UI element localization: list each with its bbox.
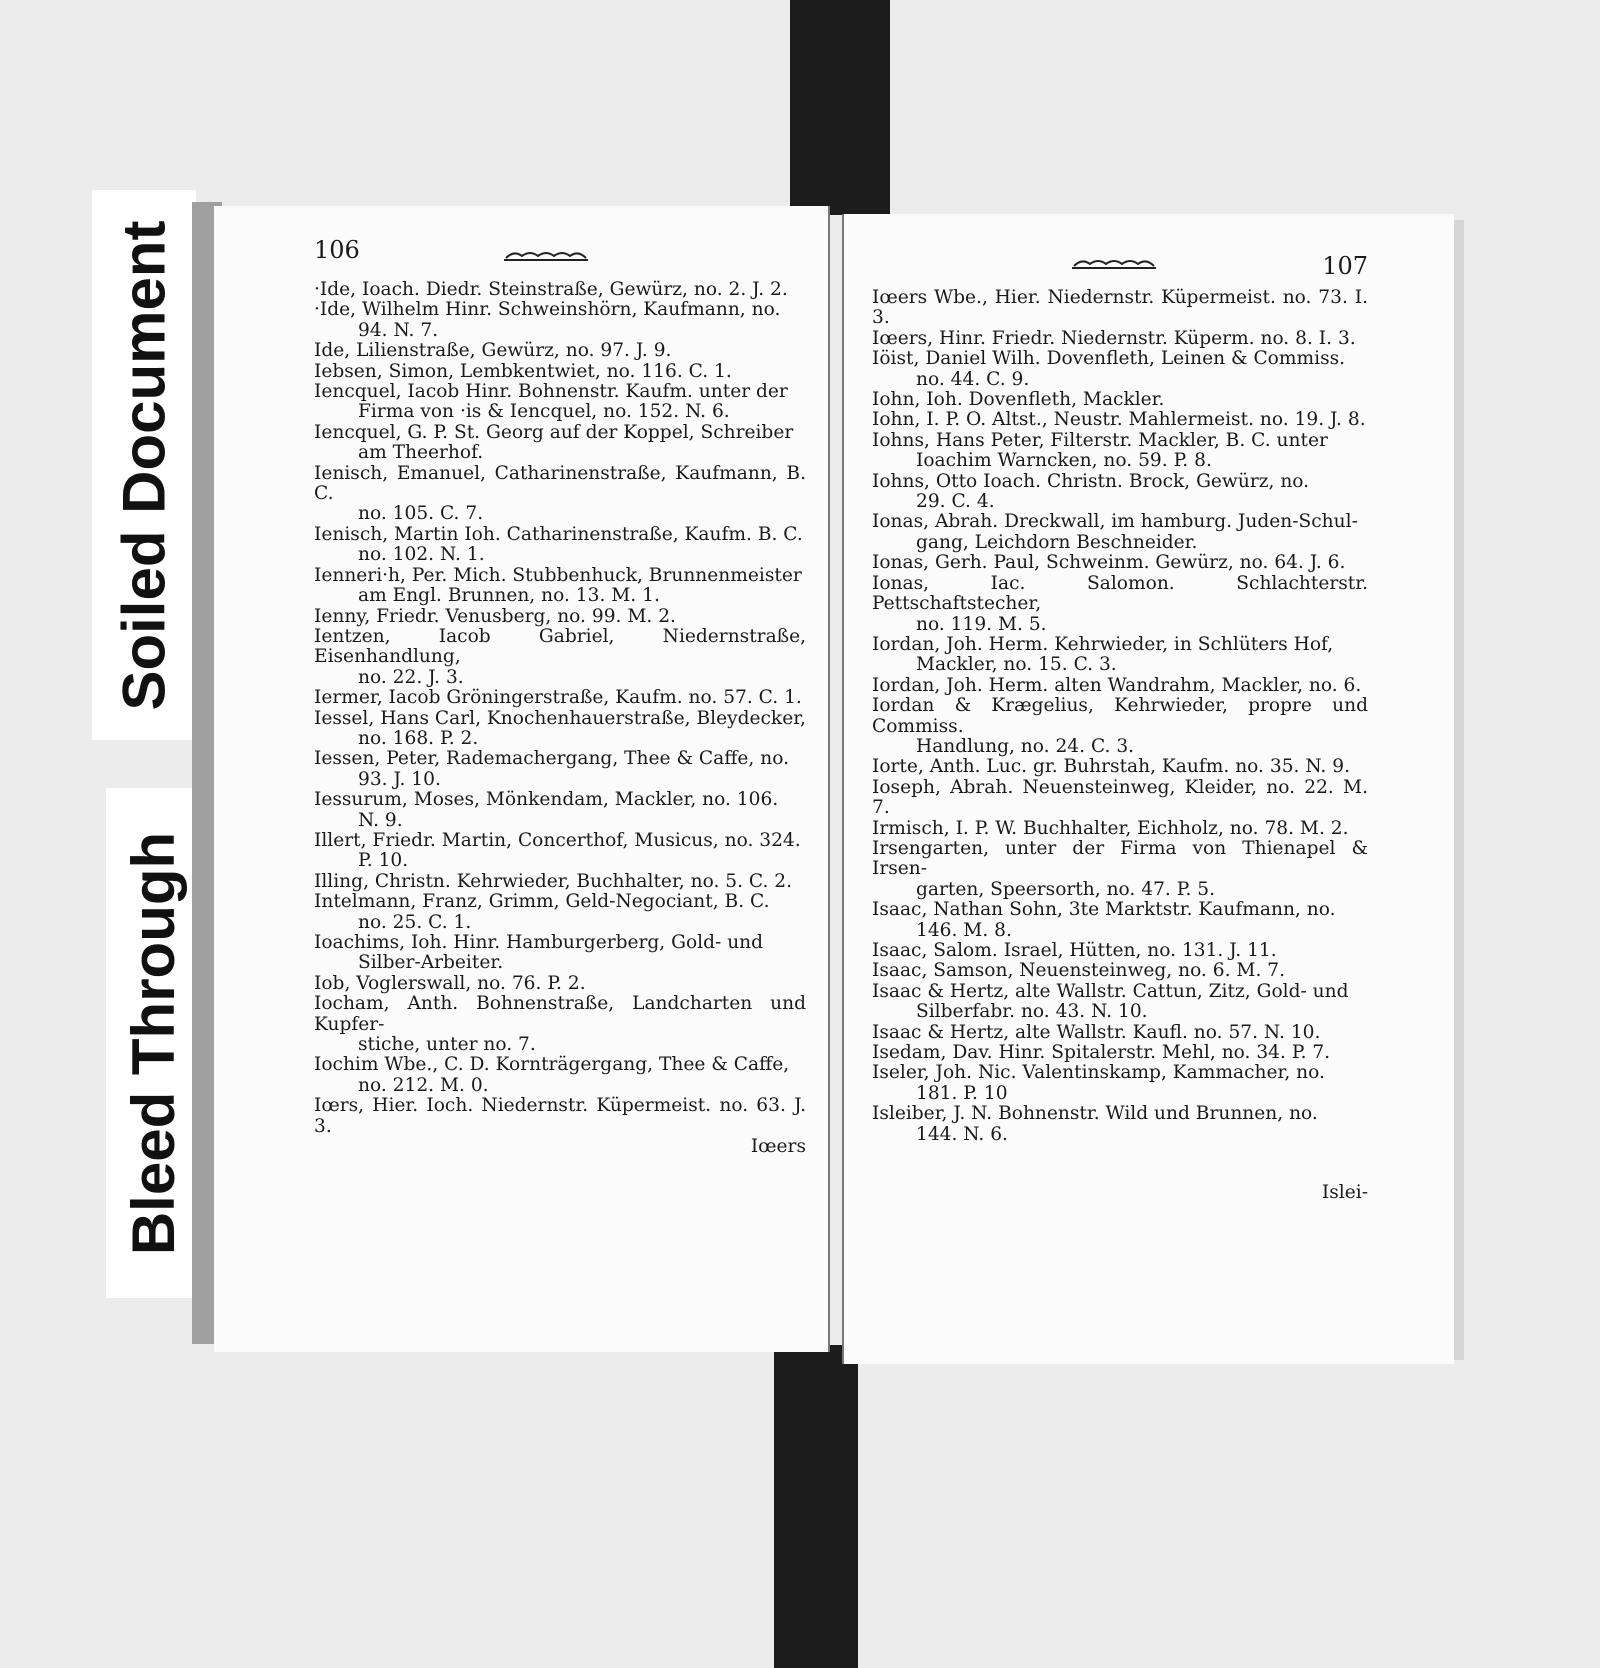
entry-continuation: gang, Leichdorn Beschneider.	[916, 531, 1198, 553]
directory-entry	[314, 566, 806, 607]
directory-entry	[872, 1063, 1368, 1104]
entry-line: Iœers Wbe., Hier. Niedernstr. Küpermeist. no. 73. I. 3.	[872, 287, 1368, 329]
directory-entry	[872, 288, 1368, 329]
directory-entry	[314, 974, 806, 994]
directory-entry	[872, 410, 1368, 430]
entry-line: Ienneri·h, Per. Mich. Stubbenhuck, Brunnenmeister	[314, 564, 802, 586]
entry-line: Iessurum, Moses, Mönkendam, Mackler, no. 106.	[314, 789, 779, 811]
right-page	[842, 214, 1454, 1364]
entry-line: Iermer, Iacob Gröningerstraße, Kaufm. no. 57. C. 1.	[314, 687, 802, 709]
directory-entry	[314, 709, 806, 750]
entry-line: Isedam, Dav. Hinr. Spitalerstr. Mehl, no. 34. P. 7.	[872, 1042, 1331, 1064]
entry-line: Irmisch, I. P. W. Buchhalter, Eichholz, no. 78. M. 2.	[872, 817, 1349, 839]
entry-continuation: 29. C. 4.	[916, 491, 995, 513]
directory-entries	[872, 288, 1368, 1145]
page-header	[314, 236, 806, 280]
directory-entry	[872, 349, 1368, 390]
entry-line: Iencquel, Iacob Hinr. Bohnenstr. Kaufm. unter der	[314, 381, 788, 403]
entry-line: Intelmann, Franz, Grimm, Geld-Negociant, B. C.	[314, 891, 770, 913]
directory-entry	[872, 819, 1368, 839]
entry-line: Iordan & Krægelius, Kehrwieder, propre und Commiss.	[872, 695, 1368, 737]
entry-line: Iocham, Anth. Bohnenstraße, Landcharten und Kupfer-	[314, 993, 806, 1035]
entry-line: Iob, Voglerswall, no. 76. P. 2.	[314, 972, 586, 994]
entry-continuation: no. 102. N. 1.	[358, 544, 485, 566]
directory-entry	[872, 941, 1368, 961]
directory-entry	[314, 994, 806, 1055]
directory-entry	[872, 574, 1368, 635]
directory-entry	[314, 688, 806, 708]
entry-line: Ioachims, Ioh. Hinr. Hamburgerberg, Gold- und	[314, 932, 764, 953]
entry-line: Iohn, Ioh. Dovenfleth, Mackler.	[872, 389, 1165, 411]
entry-continuation: no. 25. C. 1.	[358, 911, 472, 933]
entry-line: Iohns, Hans Peter, Filterstr. Mackler, B. C. unter	[872, 429, 1328, 451]
entry-line: Iessel, Hans Carl, Knochenhauerstraße, Bleydecker,	[314, 707, 806, 729]
entry-line: Isaac & Hertz, alte Wallstr. Kaufl. no. 57. N. 10.	[872, 1021, 1321, 1043]
entry-line: Isaac, Salom. Israel, Hütten, no. 131. J. 11.	[872, 940, 1277, 961]
entry-line: Isleiber, J. N. Bohnenstr. Wild und Brunnen, no.	[872, 1103, 1318, 1125]
page-number: 107	[1322, 252, 1368, 280]
entry-continuation: garten, Speersorth, no. 47. P. 5.	[916, 878, 1216, 900]
entry-line: Ide, Lilienstraße, Gewürz, no. 97. J. 9.	[314, 340, 672, 362]
binding-strip-bottom	[774, 1345, 858, 1668]
entry-continuation: 144. N. 6.	[916, 1123, 1008, 1145]
directory-entry	[314, 872, 806, 892]
entry-line: Ionas, Gerh. Paul, Schweinm. Gewürz, no. 64. J. 6.	[872, 552, 1346, 574]
entry-continuation: no. 212. M. 0.	[358, 1074, 489, 1096]
directory-entry	[314, 627, 806, 688]
entry-line: Iohn, I. P. O. Altst., Neustr. Mahlermeist. no. 19. J. 8.	[872, 409, 1366, 431]
entry-line: Ionas, Iac. Salomon. Schlachterstr. Pettschaftstecher,	[872, 572, 1368, 615]
directory-entry	[314, 280, 806, 300]
entry-line: Irsengarten, unter der Firma von Thienapel & Irsen-	[872, 837, 1368, 880]
directory-entry	[872, 1043, 1368, 1063]
directory-entry	[314, 607, 806, 627]
entry-continuation: Handlung, no. 24. C. 3.	[916, 735, 1135, 757]
entry-continuation: no. 105. C. 7.	[358, 503, 484, 525]
directory-entry	[872, 472, 1368, 513]
entry-line: Ienisch, Emanuel, Catharinenstraße, Kaufmann, B. C.	[314, 462, 806, 505]
entry-line: Iohns, Otto Ioach. Christn. Brock, Gewürz, no.	[872, 470, 1310, 492]
page-header	[872, 244, 1368, 288]
directory-entry	[314, 1055, 806, 1096]
directory-entry	[314, 362, 806, 382]
entry-continuation: 93. J. 10.	[358, 768, 441, 790]
directory-entry	[314, 300, 806, 341]
directory-entry	[872, 778, 1368, 819]
entry-line: Iorte, Anth. Luc. gr. Buhrstah, Kaufm. no. 35. N. 9.	[872, 756, 1350, 778]
directory-entry	[872, 1023, 1368, 1043]
entry-continuation: am Theerhof.	[358, 442, 484, 464]
directory-entry	[872, 431, 1368, 472]
entry-line: Iœers, Hinr. Friedr. Niedernstr. Küperm. no. 8. I. 3.	[872, 327, 1356, 349]
entry-line: Iebsen, Simon, Lembkentwiet, no. 116. C. 1.	[314, 360, 732, 382]
directory-entry	[872, 982, 1368, 1023]
entry-continuation: Silberfabr. no. 43. N. 10.	[916, 1001, 1148, 1023]
entry-line: Illert, Friedr. Martin, Concerthof, Musicus, no. 324.	[314, 829, 801, 851]
entry-continuation: stiche, unter no. 7.	[358, 1034, 536, 1056]
directory-entry	[314, 831, 806, 872]
directory-entry	[314, 382, 806, 423]
directory-entry	[872, 512, 1368, 553]
entry-line: Illing, Christn. Kehrwieder, Buchhalter, no. 5. C. 2.	[314, 870, 793, 892]
directory-entry	[872, 329, 1368, 349]
entry-line: ·Ide, Wilhelm Hinr. Schweinshörn, Kaufmann, no.	[314, 299, 781, 321]
directory-entry	[872, 757, 1368, 777]
catchword: Islei-	[1321, 1182, 1368, 1204]
directory-entry	[314, 423, 806, 464]
entry-line: Iordan, Joh. Herm. alten Wandrahm, Mackler, no. 6.	[872, 674, 1362, 696]
entry-line: Iseler, Joh. Nic. Valentinskamp, Kammacher, no.	[872, 1062, 1325, 1084]
entry-continuation: 146. M. 8.	[916, 919, 1012, 941]
entry-continuation: Mackler, no. 15. C. 3.	[916, 654, 1117, 676]
ornament-icon	[504, 248, 588, 262]
entry-line: ·Ide, Ioach. Diedr. Steinstraße, Gewürz, no. 2. J. 2.	[314, 279, 788, 300]
entry-continuation: no. 44. C. 9.	[916, 368, 1030, 390]
directory-entry	[314, 464, 806, 525]
entry-line: Iöist, Daniel Wilh. Dovenfleth, Leinen & Commiss.	[872, 348, 1346, 370]
page-number: 106	[314, 236, 360, 264]
entry-line: Ionas, Abrah. Dreckwall, im hamburg. Juden-Schul-	[872, 511, 1358, 533]
entry-continuation: Ioachim Warncken, no. 59. P. 8.	[916, 450, 1212, 472]
entry-line: Iordan, Joh. Herm. Kehrwieder, in Schlüters Hof,	[872, 633, 1334, 655]
directory-entry	[314, 749, 806, 790]
directory-entry	[314, 892, 806, 933]
directory-entry	[314, 790, 806, 831]
entry-line: Isaac, Nathan Sohn, 3te Marktstr. Kaufmann, no.	[872, 899, 1336, 921]
entry-continuation: P. 10.	[358, 850, 409, 872]
directory-entry	[872, 696, 1368, 757]
entry-continuation: am Engl. Brunnen, no. 13. M. 1.	[358, 585, 660, 607]
bleed-through-label: Bleed Through	[106, 788, 202, 1298]
entry-continuation: Firma von ·is & Iencquel, no. 152. N. 6.	[358, 401, 730, 423]
entry-line: Ioseph, Abrah. Neuensteinweg, Kleider, no. 22. M. 7.	[872, 776, 1368, 819]
entry-continuation: 181. P. 10	[916, 1082, 1008, 1104]
entry-continuation: Silber-Arbeiter.	[358, 952, 504, 974]
ornament-icon	[1072, 256, 1156, 270]
directory-entry	[872, 553, 1368, 573]
entry-line: Isaac & Hertz, alte Wallstr. Cattun, Zitz, Gold- und	[872, 980, 1349, 1002]
directory-entry	[314, 933, 806, 974]
entry-continuation: 94. N. 7.	[358, 319, 439, 341]
entry-continuation: no. 22. J. 3.	[358, 666, 464, 688]
entry-line: Ienny, Friedr. Venusberg, no. 99. M. 2.	[314, 605, 676, 627]
directory-entry	[872, 900, 1368, 941]
directory-entry	[872, 635, 1368, 676]
binding-strip-top	[790, 0, 890, 215]
entry-line: Iessen, Peter, Rademachergang, Thee & Caffe, no.	[314, 748, 790, 770]
entry-line: Iencquel, G. P. St. Georg auf der Koppel, Schreiber	[314, 421, 794, 443]
directory-entry	[314, 341, 806, 361]
left-page	[214, 206, 830, 1352]
directory-entry	[872, 1104, 1368, 1145]
entry-line: Ientzen, Iacob Gabriel, Niedernstraße, Eisenhandlung,	[314, 625, 806, 668]
directory-entry	[872, 390, 1368, 410]
entry-line: Isaac, Samson, Neuensteinweg, no. 6. M. 7.	[872, 960, 1286, 982]
entry-line: Iochim Wbe., C. D. Kornträgergang, Thee & Caffe,	[314, 1054, 790, 1076]
directory-entry	[314, 525, 806, 566]
directory-entry	[872, 839, 1368, 900]
directory-entry	[872, 676, 1368, 696]
soiled-document-label: Soiled Document	[92, 190, 196, 740]
directory-entry	[872, 961, 1368, 981]
directory-entry	[314, 1096, 806, 1137]
entry-continuation: N. 9.	[358, 809, 403, 831]
catchword: Iœers	[750, 1136, 806, 1158]
directory-entries	[314, 280, 806, 1137]
entry-line: Ienisch, Martin Ioh. Catharinenstraße, Kaufm. B. C.	[314, 523, 803, 545]
entry-continuation: no. 119. M. 5.	[916, 613, 1047, 635]
entry-line: Iœrs, Hier. Ioch. Niedernstr. Küpermeist. no. 63. J. 3.	[314, 1095, 806, 1137]
entry-continuation: no. 168. P. 2.	[358, 727, 479, 749]
